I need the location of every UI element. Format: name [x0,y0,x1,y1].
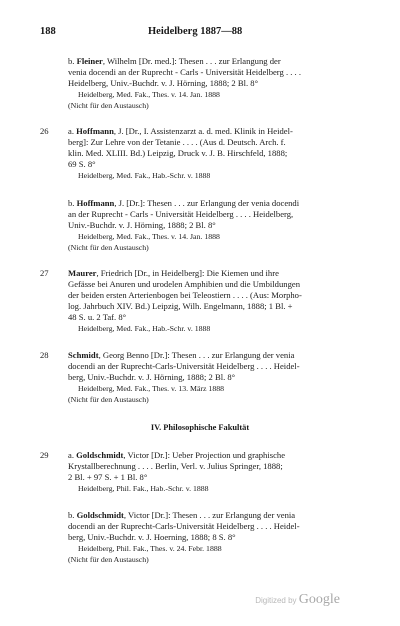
entry-faculty-note: Heidelberg, Phil. Fak., Thes. v. 24. Febr. 1888 [78,544,222,554]
entry-line: docendi an der Ruprecht-Carls-Universität Heidelberg . . . . Heidel- [68,361,300,372]
bibliography-entry [40,350,371,405]
entry-line: berg, Univ.-Buchdr. v. J. Hörning, 1888; 2 Bl. 8° [68,372,236,383]
entry-number: 27 [40,268,49,278]
entry-body [68,510,371,565]
entry-line: a. Goldschmidt, Victor [Dr.]: Ueber Projection und graphische [68,450,286,460]
bibliography-entry [40,510,371,565]
entry-body [68,350,371,405]
entry-exchange-note: (Nicht für den Austausch) [68,101,149,111]
entry-faculty-note: Heidelberg, Med. Fak., Hab.-Schr. v. 1888 [78,324,211,334]
entry-line: an der Ruprecht - Carls - Universität Heidelberg . . . . Heidelberg, [68,209,294,220]
entry-body [68,450,371,494]
running-title: Heidelberg 1887—88 [148,26,243,37]
bibliography-entry [40,198,371,253]
entry-line: b. Hoffmann, J. [Dr.]: Thesen . . . zur Erlangung der venia docendi [68,198,300,208]
entry-faculty-note: Heidelberg, Med. Fak., Hab.-Schr. v. 1888 [78,171,211,181]
entry-number: 28 [40,350,49,360]
entry-line: 69 S. 8° [68,159,96,170]
entry-line: 2 Bl. + 97 S. + 1 Bl. 8° [68,472,148,483]
entry-faculty-note: Heidelberg, Med. Fak., Thes. v. 13. März 1888 [78,384,225,394]
entry-body [68,126,371,181]
entry-line: a. Hoffmann, J. [Dr., I. Assistenzarzt a. d. med. Klinik in Heidel- [68,126,293,136]
entry-faculty-note: Heidelberg, Phil. Fak., Hab.-Schr. v. 1888 [78,484,209,494]
entry-line: 48 S. u. 2 Taf. 8° [68,312,127,323]
entry-line: der beiden ersten Arterienbogen bei Teleostiern . . . . (Aus: Morpho- [68,290,302,301]
entry-line: berg, Univ.-Buchdr. v. J. Hoerning, 1888; 8 S. 8° [68,532,236,543]
entry-faculty-note: Heidelberg, Med. Fak., Thes. v. 14. Jan. 1888 [78,232,220,242]
entry-line: Schmidt, Georg Benno [Dr.]: Thesen . . . zur Erlangung der venia [68,350,295,360]
entry-body [68,56,371,111]
entry-body [68,198,371,253]
entry-exchange-note: (Nicht für den Austausch) [68,243,149,253]
entry-faculty-note: Heidelberg, Med. Fak., Thes. v. 14. Jan. 1888 [78,90,220,100]
entry-number: 29 [40,450,49,460]
entry-exchange-note: (Nicht für den Austausch) [68,395,149,405]
watermark-prefix: Digitized by [255,596,297,605]
digitized-watermark [255,592,340,608]
entry-line: Univ.-Buchdr. v. J. Hörning, 1888; 2 Bl. 8° [68,220,216,231]
bibliography-entry [40,450,371,494]
entry-line: Krystallberechnung . . . . Berlin, Verl. v. Julius Springer, 1888; [68,461,283,472]
watermark-brand: Google [298,592,340,607]
bibliography-entry [40,268,371,335]
entry-number: 26 [40,126,49,136]
section-heading: IV. Philosophische Fakultät [150,423,250,432]
entry-line: Gefässe bei Anuren und urodelen Amphibien und die Umbildungen [68,279,300,290]
entry-body [68,268,371,335]
entry-line: b. Goldschmidt, Victor [Dr.]: Thesen . . . zur Erlangung der venia [68,510,296,520]
page-number: 188 [40,26,56,37]
page-header [40,26,370,40]
entry-line: docendi an der Ruprecht-Carls-Universität Heidelberg . . . . Heidel- [68,521,300,532]
entry-line: Maurer, Friedrich [Dr., in Heidelberg]: Die Kiemen und ihre [68,268,279,278]
entry-line: berg]: Zur Lehre von der Tetanie . . . . (Aus d. Deutsch. Arch. f. [68,137,286,148]
entry-line: klin. Med. XLIII. Bd.) Leipzig, Druck v. J. B. Hirschfeld, 1888; [68,148,288,159]
bibliography-entry [40,56,371,111]
entry-line: Heidelberg, Univ.-Buchdr. v. J. Hörning, 1888; 2 Bl. 8° [68,78,259,89]
entry-line: log. Jahrbuch XIV. Bd.) Leipzig, Wilh. Engelmann, 1888; 1 Bl. + [68,301,293,312]
bibliography-entry [40,126,371,181]
entry-line: venia docendi an der Ruprecht - Carls - Universität Heidelberg . . . . [68,67,301,78]
entry-exchange-note: (Nicht für den Austausch) [68,555,149,565]
entry-line: b. Fleiner, Wilhelm [Dr. med.]: Thesen . . . zur Erlangung der [68,56,281,66]
